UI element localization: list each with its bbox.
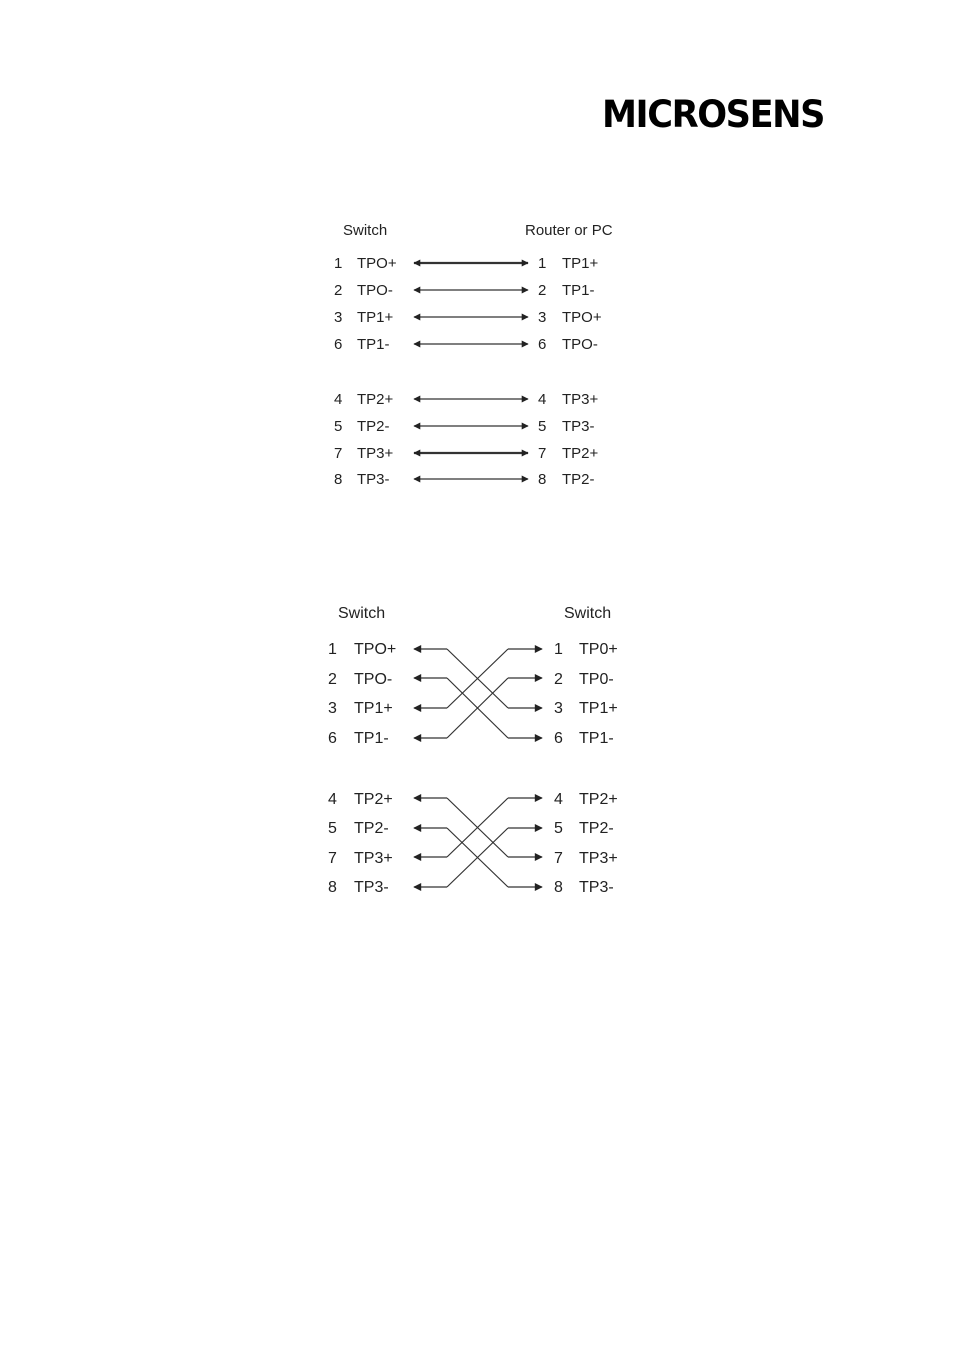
straight-left-pin: 4: [334, 391, 343, 408]
straight-right-pin: 7: [538, 445, 547, 462]
straight-left-signal: TP1-: [357, 336, 390, 353]
straight-left-signal: TP3+: [357, 445, 394, 462]
crossover-right-signal: TP3-: [579, 879, 614, 896]
straight-right-signal: TP3-: [562, 418, 595, 435]
crossover-left-signal: TPO-: [354, 671, 393, 688]
straight-right-pin: 6: [538, 336, 547, 353]
crossover-right-pin: 6: [554, 730, 563, 747]
crossover-right-signal: TP0+: [579, 641, 618, 658]
straight-right-pin: 2: [538, 282, 547, 299]
crossover-left-pin: 7: [328, 850, 337, 867]
crossover-left-pin: 5: [328, 820, 337, 837]
straight-right-signal: TP2-: [562, 471, 595, 488]
straight-left-header: Switch: [343, 222, 388, 239]
straight-right-signal: TP1+: [562, 255, 599, 272]
straight-right-pin: 3: [538, 309, 547, 326]
crossover-right-pin: 7: [554, 850, 563, 867]
crossover-right-header: Switch: [564, 605, 612, 622]
crossover-left-signal: TP1-: [354, 730, 389, 747]
crossover-left-pin: 8: [328, 879, 337, 896]
crossover-right-signal: TP1+: [579, 700, 618, 717]
straight-right-header: Router or PC: [525, 222, 613, 239]
crossover-left-pin: 6: [328, 730, 337, 747]
straight-left-signal: TP3-: [357, 471, 390, 488]
crossover-right-pin: 8: [554, 879, 563, 896]
straight-right-pin: 1: [538, 255, 547, 272]
straight-right-signal: TPO+: [562, 309, 602, 326]
straight-right-signal: TP1-: [562, 282, 595, 299]
straight-left-signal: TP2-: [357, 418, 390, 435]
straight-left-signal: TPO+: [357, 255, 397, 272]
straight-left-pin: 5: [334, 418, 343, 435]
crossover-right-signal: TP3+: [579, 850, 618, 867]
straight-right-signal: TPO-: [562, 336, 598, 353]
crossover-right-signal: TP1-: [579, 730, 614, 747]
straight-left-pin: 8: [334, 471, 343, 488]
straight-left-signal: TP2+: [357, 391, 394, 408]
crossover-left-pin: 2: [328, 671, 337, 688]
crossover-left-signal: TP1+: [354, 700, 393, 717]
crossover-right-signal: TP2-: [579, 820, 614, 837]
microsens-logo: MICROSENS: [602, 93, 825, 136]
crossover-left-signal: TP2+: [354, 791, 393, 808]
crossover-right-signal: TP0-: [579, 671, 614, 688]
straight-right-pin: 8: [538, 471, 547, 488]
straight-right-pin: 4: [538, 391, 547, 408]
crossover-right-pin: 5: [554, 820, 563, 837]
crossover-left-pin: 1: [328, 641, 337, 658]
crossover-left-signal: TP3-: [354, 879, 389, 896]
straight-left-pin: 6: [334, 336, 343, 353]
straight-right-pin: 5: [538, 418, 547, 435]
crossover-left-signal: TPO+: [354, 641, 397, 658]
straight-left-pin: 1: [334, 255, 343, 272]
crossover-left-header: Switch: [338, 605, 386, 622]
straight-left-signal: TP1+: [357, 309, 394, 326]
straight-left-pin: 2: [334, 282, 343, 299]
straight-left-signal: TPO-: [357, 282, 393, 299]
crossover-right-pin: 3: [554, 700, 563, 717]
straight-left-pin: 7: [334, 445, 343, 462]
crossover-right-pin: 1: [554, 641, 563, 658]
crossover-left-pin: 3: [328, 700, 337, 717]
straight-left-pin: 3: [334, 309, 343, 326]
crossover-right-pin: 4: [554, 791, 563, 808]
crossover-right-pin: 2: [554, 671, 563, 688]
straight-right-signal: TP2+: [562, 445, 599, 462]
crossover-left-signal: TP3+: [354, 850, 393, 867]
crossover-left-signal: TP2-: [354, 820, 389, 837]
crossover-left-pin: 4: [328, 791, 337, 808]
crossover-right-signal: TP2+: [579, 791, 618, 808]
straight-right-signal: TP3+: [562, 391, 599, 408]
